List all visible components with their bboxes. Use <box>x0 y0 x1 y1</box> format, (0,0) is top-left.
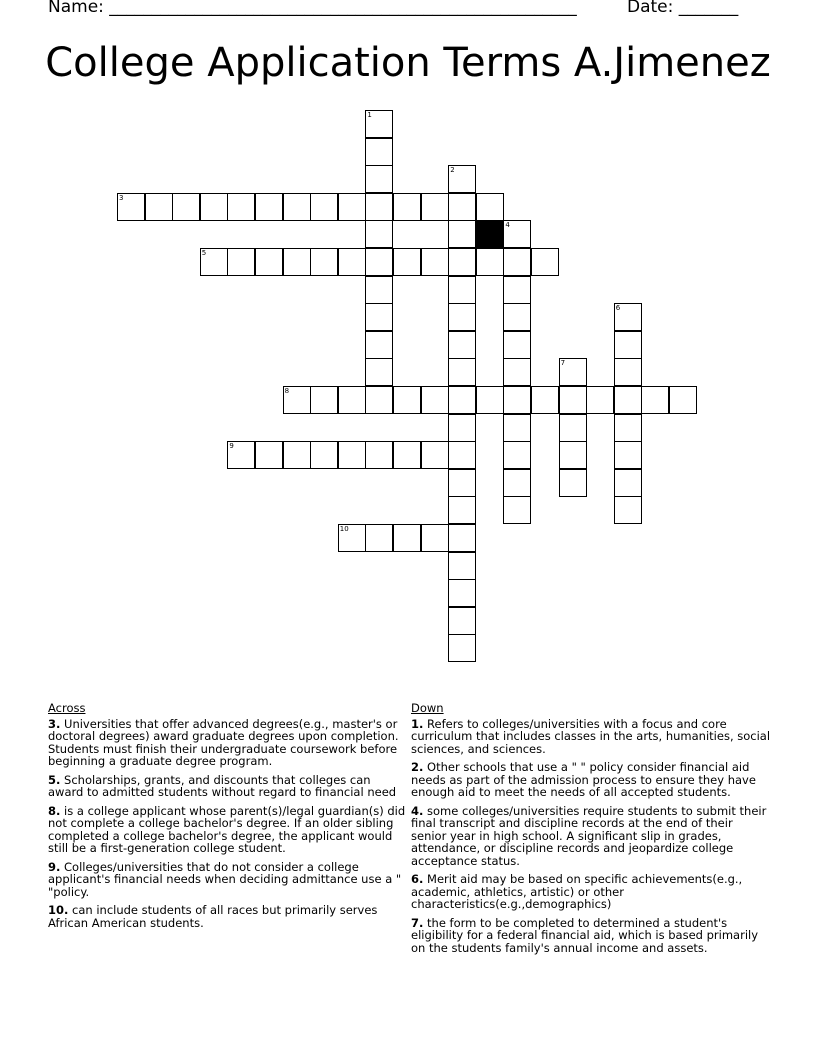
grid-cell[interactable] <box>503 331 531 359</box>
grid-cell[interactable] <box>448 193 476 221</box>
grid-cell[interactable] <box>283 386 311 414</box>
grid-cell[interactable] <box>614 303 642 331</box>
grid-cell[interactable] <box>421 193 449 221</box>
grid-cell[interactable] <box>172 193 200 221</box>
grid-cell[interactable] <box>421 441 449 469</box>
grid-cell[interactable] <box>448 276 476 304</box>
grid-cell[interactable] <box>338 524 366 552</box>
grid-cell[interactable] <box>338 441 366 469</box>
grid-cell[interactable] <box>503 220 531 248</box>
grid-cell[interactable] <box>255 248 283 276</box>
clue-across-5 <box>48 774 408 799</box>
grid-cell[interactable] <box>448 165 476 193</box>
grid-cell[interactable] <box>393 524 421 552</box>
grid-cell[interactable] <box>365 524 393 552</box>
grid-cell[interactable] <box>421 248 449 276</box>
grid-cell[interactable] <box>227 193 255 221</box>
page-title: College Application Terms A.Jimenez <box>45 40 771 86</box>
clue-down-2 <box>411 761 771 799</box>
clue-text: is a college applicant whose parent(s)/legal guardian(s) did not complete a college bachelor's degree. If an older sibling completed a college bachelor's degree, the applicant would still be a first-generation college student. <box>48 803 406 855</box>
grid-cell[interactable] <box>476 248 504 276</box>
grid-cell[interactable] <box>393 386 421 414</box>
grid-cell[interactable] <box>448 634 476 662</box>
grid-cell[interactable] <box>503 386 531 414</box>
grid-cell[interactable] <box>255 193 283 221</box>
grid-cell[interactable] <box>200 248 228 276</box>
grid-cell[interactable] <box>448 414 476 442</box>
clue-text: Refers to colleges/universities with a focus and core curriculum that includes classes in the arts, humanities, social sciences, and sciences. <box>411 716 771 756</box>
grid-cell[interactable] <box>393 248 421 276</box>
clue-number: 4. <box>411 803 424 818</box>
grid-cell[interactable] <box>448 441 476 469</box>
clue-number: 7. <box>411 915 424 930</box>
clue-number-label: 8 <box>284 387 290 395</box>
grid-cell[interactable] <box>503 248 531 276</box>
clue-text: can include students of all races but primarily serves African American students. <box>48 903 378 930</box>
down-heading: Down <box>411 701 444 715</box>
clue-text: Other schools that use a " " policy consider financial aid needs as part of the admission process to ensure they have enough aid to meet the needs of all accepted students. <box>411 760 756 799</box>
grid-cell[interactable] <box>283 248 311 276</box>
clue-text: Scholarships, grants, and discounts that colleges can award to admitted students without regard to financial need <box>48 772 397 799</box>
clue-number-label: 5 <box>201 249 207 257</box>
grid-cell[interactable] <box>365 220 393 248</box>
name-field-label: Name: _______________________________________________________ <box>48 0 577 17</box>
grid-cell[interactable] <box>559 469 587 497</box>
grid-cell[interactable] <box>365 358 393 386</box>
grid-cell[interactable] <box>559 414 587 442</box>
grid-cell[interactable] <box>448 248 476 276</box>
grid-cell[interactable] <box>365 165 393 193</box>
grid-cell[interactable] <box>503 303 531 331</box>
clue-across-3 <box>48 718 408 768</box>
down-clues <box>411 702 771 960</box>
grid-cell[interactable] <box>365 276 393 304</box>
clue-number-label: 1 <box>367 111 372 119</box>
grid-cell[interactable] <box>421 524 449 552</box>
clue-number: 3. <box>48 716 61 731</box>
clue-text: Universities that offer advanced degrees(e.g., master's or doctoral degrees) award graduate degrees upon completion. Students must finish their undergraduate coursework before beginning a graduate degree program. <box>48 716 399 768</box>
grid-cell[interactable] <box>503 441 531 469</box>
clue-down-6 <box>411 873 771 911</box>
clue-across-8 <box>48 805 408 855</box>
grid-cell[interactable] <box>255 441 283 469</box>
grid-cell[interactable] <box>503 469 531 497</box>
grid-cell[interactable] <box>448 303 476 331</box>
grid-cell[interactable] <box>503 496 531 524</box>
clue-down-1 <box>411 718 771 756</box>
grid-cell[interactable] <box>614 386 642 414</box>
grid-cell[interactable] <box>310 386 338 414</box>
grid-cell[interactable] <box>283 193 311 221</box>
grid-cell[interactable] <box>559 386 587 414</box>
clue-down-4 <box>411 805 771 868</box>
grid-cell[interactable] <box>145 193 173 221</box>
clue-text: Merit aid may be based on specific achievements(e.g., academic, athletics, artistic) or other characteristics(e.g.,demographics) <box>411 872 743 911</box>
grid-cell[interactable] <box>614 441 642 469</box>
grid-cell[interactable] <box>310 441 338 469</box>
grid-cell[interactable] <box>448 496 476 524</box>
grid-cell[interactable] <box>559 358 587 386</box>
grid-cell[interactable] <box>448 469 476 497</box>
grid-cell[interactable] <box>421 386 449 414</box>
grid-cell[interactable] <box>448 386 476 414</box>
clue-across-9 <box>48 861 408 899</box>
grid-cell[interactable] <box>503 414 531 442</box>
grid-block-cell <box>476 220 504 248</box>
clue-number-label: 10 <box>339 525 349 533</box>
clue-number: 9. <box>48 859 61 874</box>
grid-cell[interactable] <box>559 441 587 469</box>
grid-cell[interactable] <box>365 441 393 469</box>
grid-cell[interactable] <box>614 414 642 442</box>
grid-cell[interactable] <box>531 386 559 414</box>
clue-number: 2. <box>411 760 424 774</box>
grid-cell[interactable] <box>338 193 366 221</box>
grid-cell[interactable] <box>365 110 393 138</box>
grid-cell[interactable] <box>365 386 393 414</box>
grid-cell[interactable] <box>393 441 421 469</box>
grid-cell[interactable] <box>448 607 476 635</box>
grid-cell[interactable] <box>614 358 642 386</box>
grid-cell[interactable] <box>310 248 338 276</box>
clue-number-label: 7 <box>560 359 566 368</box>
grid-cell[interactable] <box>448 579 476 607</box>
grid-cell[interactable] <box>614 496 642 524</box>
clue-number-label: 3 <box>119 193 124 202</box>
grid-cell[interactable] <box>669 386 697 414</box>
clue-number: 5. <box>48 772 61 787</box>
grid-cell[interactable] <box>476 386 504 414</box>
clue-across-10 <box>48 904 408 929</box>
grid-cell[interactable] <box>448 524 476 552</box>
grid-cell[interactable] <box>365 303 393 331</box>
grid-cell[interactable] <box>227 248 255 276</box>
grid-cell[interactable] <box>365 331 393 359</box>
clue-number-label: 9 <box>229 442 234 451</box>
clue-number: 8. <box>48 803 61 818</box>
clue-text: some colleges/universities require students to submit their final transcript and discipline records at the end of their senior year in high school. A significant slip in grades, attendance, or discipline records and jeopardize college acceptance status. <box>411 803 767 868</box>
grid-cell[interactable] <box>448 331 476 359</box>
clue-down-7 <box>411 917 771 955</box>
grid-cell[interactable] <box>338 248 366 276</box>
grid-cell[interactable] <box>365 193 393 221</box>
clue-number-label: 2 <box>450 166 455 175</box>
grid-cell[interactable] <box>283 441 311 469</box>
grid-cell[interactable] <box>503 276 531 304</box>
grid-cell[interactable] <box>641 386 669 414</box>
clue-text: Colleges/universities that do not consider a college applicant's financial needs when deciding admittance use a " "policy. <box>48 859 402 899</box>
grid-cell[interactable] <box>448 358 476 386</box>
grid-cell[interactable] <box>200 193 228 221</box>
grid-cell[interactable] <box>586 386 614 414</box>
date-field-label: Date: _______ <box>627 0 739 17</box>
grid-cell[interactable] <box>614 469 642 497</box>
grid-cell[interactable] <box>338 386 366 414</box>
grid-cell[interactable] <box>476 193 504 221</box>
clue-number: 6. <box>411 872 424 886</box>
clue-number: 10. <box>48 903 69 917</box>
grid-cell[interactable] <box>365 248 393 276</box>
clue-number-label: 6 <box>615 304 621 313</box>
grid-cell[interactable] <box>365 138 393 166</box>
grid-cell[interactable] <box>227 441 255 469</box>
grid-cell[interactable] <box>310 193 338 221</box>
grid-cell[interactable] <box>531 248 559 276</box>
grid-cell[interactable] <box>503 358 531 386</box>
clue-number: 1. <box>411 716 424 731</box>
across-clues <box>48 702 408 935</box>
across-heading: Across <box>48 701 86 715</box>
clue-number-label: 4 <box>505 221 510 230</box>
grid-cell[interactable] <box>448 552 476 580</box>
grid-cell[interactable] <box>393 193 421 221</box>
grid-cell[interactable] <box>117 193 145 221</box>
grid-cell[interactable] <box>448 220 476 248</box>
clue-text: the form to be completed to determined a student's eligibility for a federal financial aid, which is based primarily on the students family's annual income and assets. <box>411 915 759 955</box>
grid-cell[interactable] <box>614 331 642 359</box>
